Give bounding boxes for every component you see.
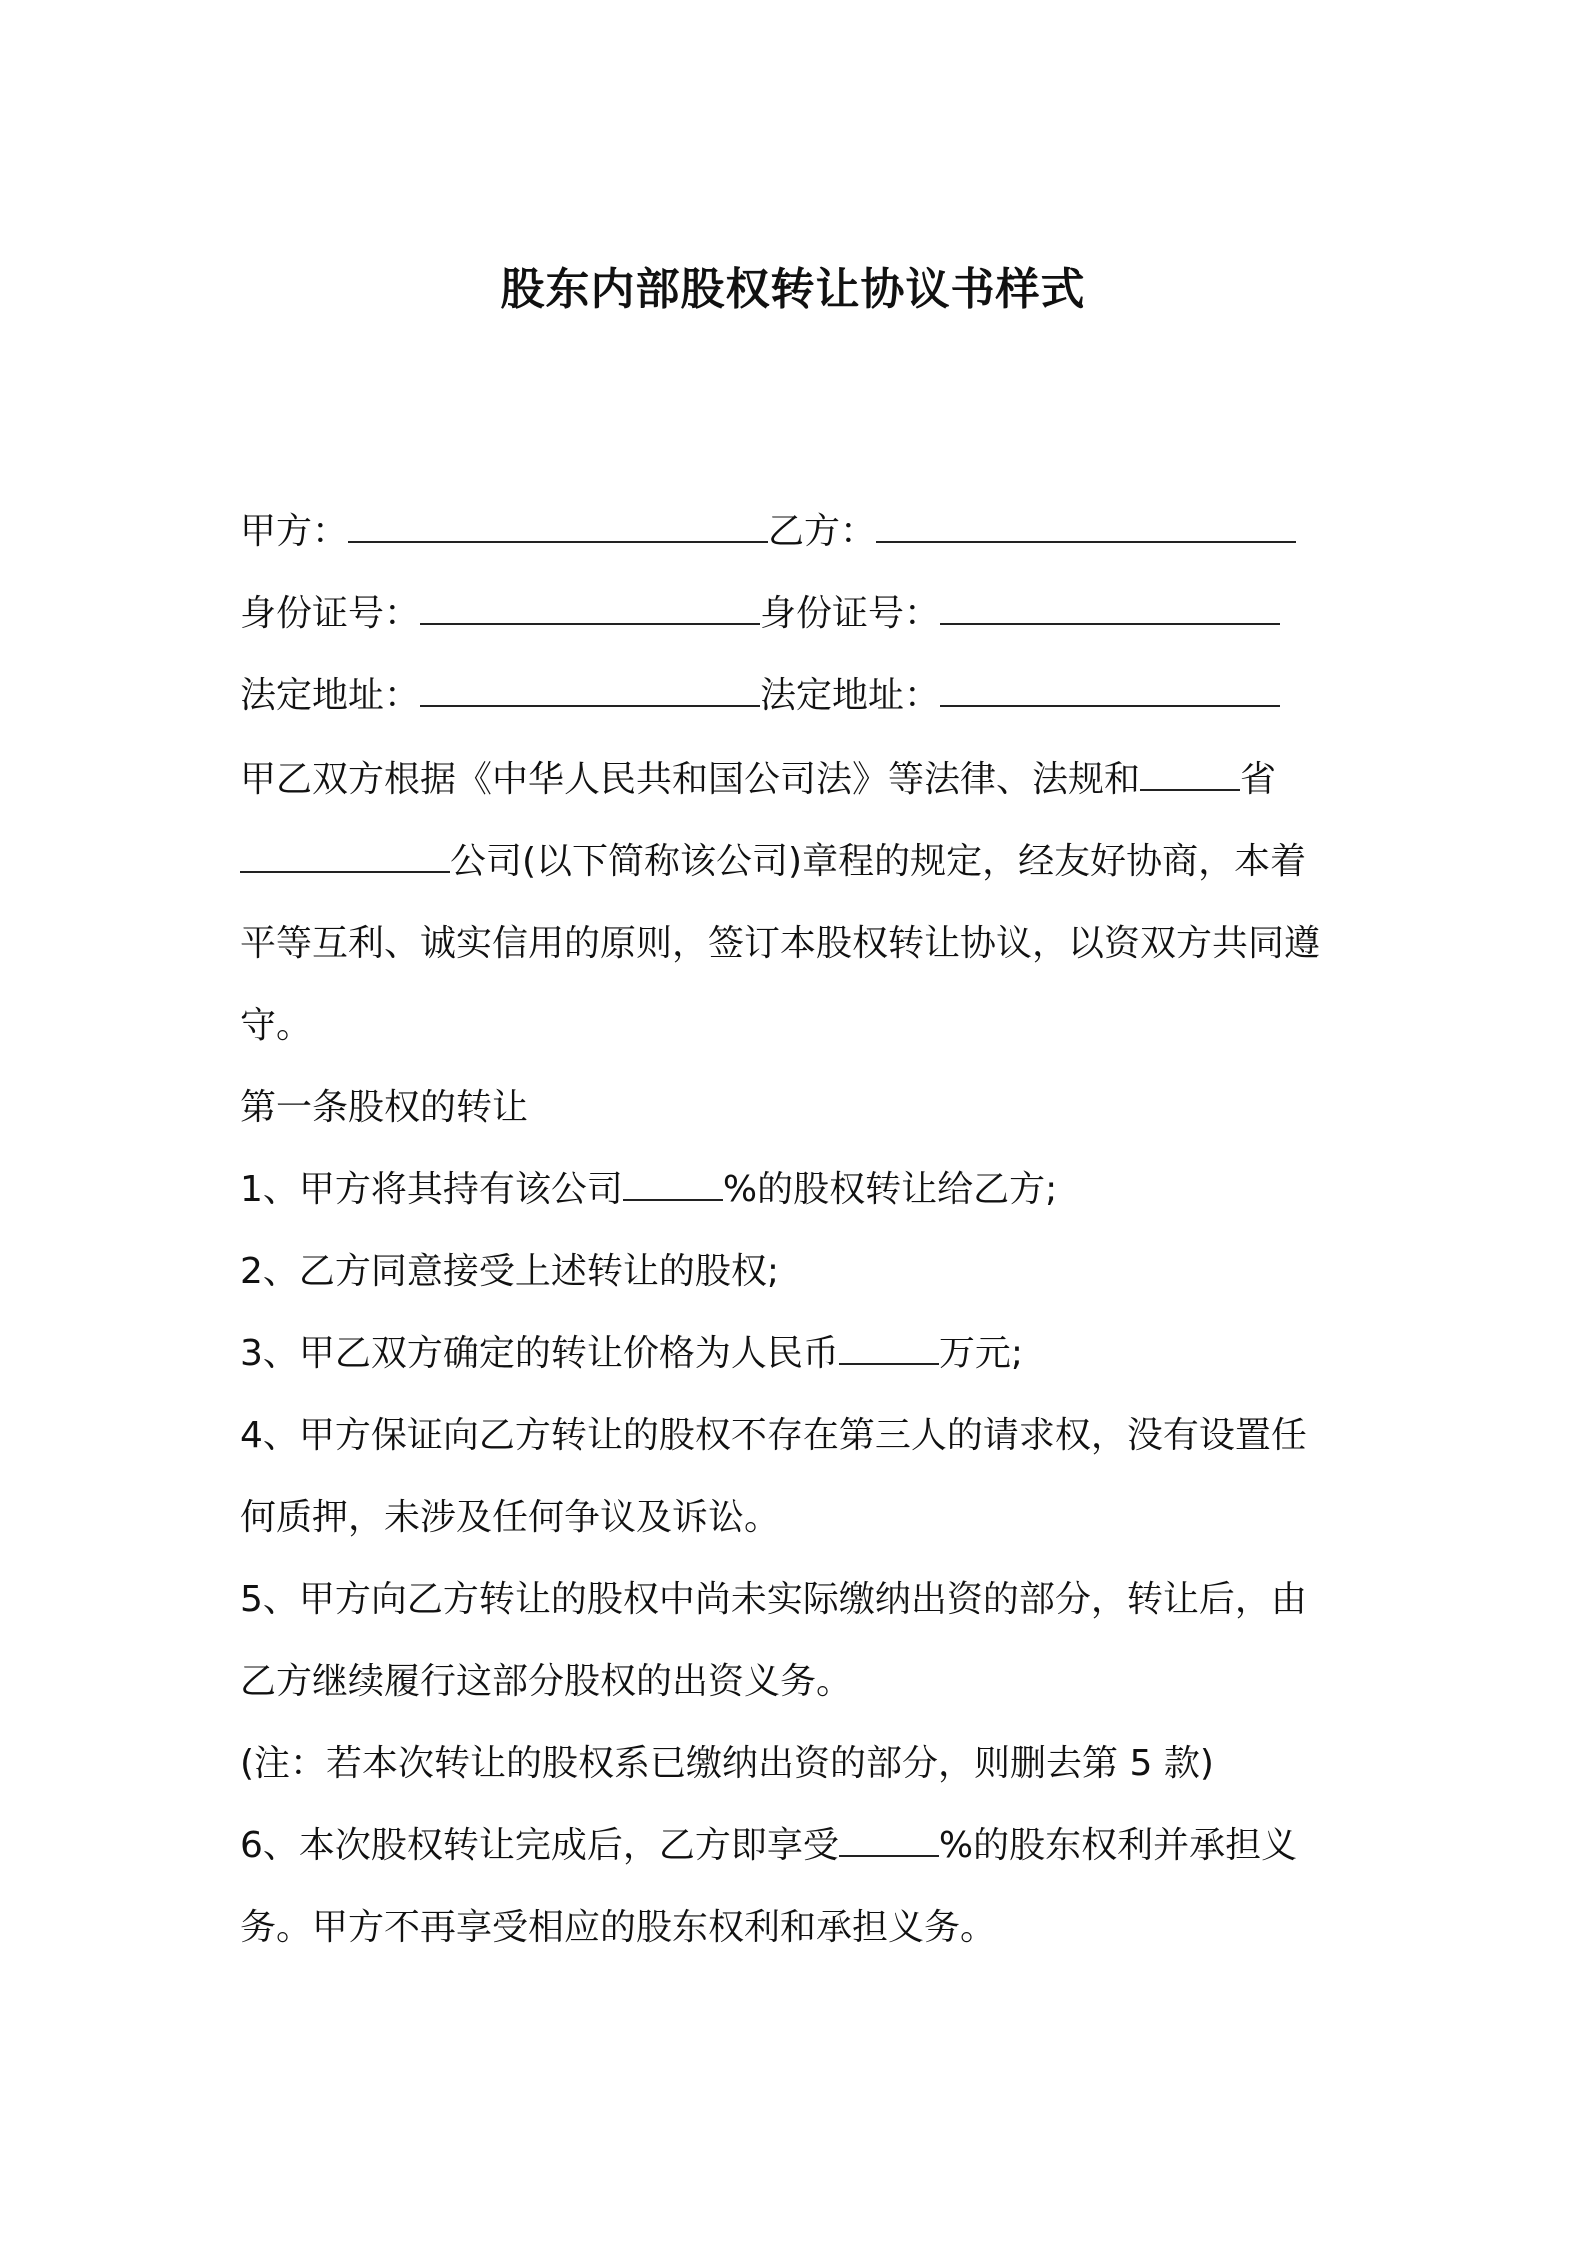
party-a-blank[interactable]: [348, 507, 768, 543]
note: (注：若本次转让的股权系已缴纳出资的部分，则删去第 5 款): [240, 1743, 1214, 1784]
intro-text: 甲乙双方根据《中华人民共和国公司法》等法律、法规和: [240, 759, 1141, 800]
party-line: [240, 504, 1296, 560]
percent-blank[interactable]: [623, 1165, 723, 1201]
clause-5-line-2: 乙方继续履行这部分股权的出资义务。: [240, 1661, 853, 1702]
id-b-blank[interactable]: [940, 589, 1280, 625]
addr-b-blank[interactable]: [940, 671, 1280, 707]
clause-3: [240, 1326, 1023, 1382]
id-line: [240, 586, 1280, 642]
intro-line-4: 守。: [240, 1005, 313, 1046]
intro-text: 公司(以下简称该公司)章程的规定，经友好协商，本着: [450, 841, 1307, 882]
id-label-b: 身份证号：: [760, 593, 941, 634]
price-blank[interactable]: [839, 1329, 939, 1365]
document-title: 股东内部股权转让协议书样式: [500, 264, 1086, 315]
id-label-a: 身份证号：: [240, 593, 421, 634]
clause-5-line-1: 5、甲方向乙方转让的股权中尚未实际缴纳出资的部分，转让后，由: [240, 1579, 1307, 1620]
clause-text: 6、本次股权转让完成后，乙方即享受: [240, 1825, 839, 1866]
clause-text: %的股东权利并承担义: [938, 1825, 1298, 1866]
share-percent-blank[interactable]: [839, 1821, 939, 1857]
clause-4-line-1: 4、甲方保证向乙方转让的股权不存在第三人的请求权，没有设置任: [240, 1415, 1307, 1456]
clause-text: 万元;: [938, 1333, 1024, 1374]
clause-text: %的股权转让给乙方;: [722, 1169, 1058, 1210]
article-heading: 第一条股权的转让: [240, 1087, 529, 1128]
clause-4-line-2: 何质押，未涉及任何争议及诉讼。: [240, 1497, 781, 1538]
party-b-blank[interactable]: [876, 507, 1296, 543]
clause-6-line-1: [240, 1818, 1297, 1874]
intro-line-2: [240, 834, 1306, 890]
address-line: [240, 668, 1280, 724]
clause-2: 2、乙方同意接受上述转让的股权;: [240, 1251, 780, 1292]
party-b-label: 乙方：: [768, 511, 877, 552]
intro-line-1: [240, 752, 1276, 808]
clause-6-line-2: 务。甲方不再享受相应的股东权利和承担义务。: [240, 1907, 997, 1948]
addr-a-blank[interactable]: [420, 671, 760, 707]
intro-line-3: 平等互利、诚实信用的原则，签订本股权转让协议，以资双方共同遵: [240, 923, 1321, 964]
intro-text: 省: [1240, 759, 1277, 800]
party-a-label: 甲方：: [240, 511, 349, 552]
clause-1: [240, 1162, 1057, 1218]
company-blank[interactable]: [240, 837, 450, 873]
province-blank[interactable]: [1140, 755, 1240, 791]
clause-text: 1、甲方将其持有该公司: [240, 1169, 623, 1210]
addr-label-b: 法定地址：: [760, 675, 941, 716]
addr-label-a: 法定地址：: [240, 675, 421, 716]
clause-text: 3、甲乙双方确定的转让价格为人民币: [240, 1333, 839, 1374]
id-a-blank[interactable]: [420, 589, 760, 625]
